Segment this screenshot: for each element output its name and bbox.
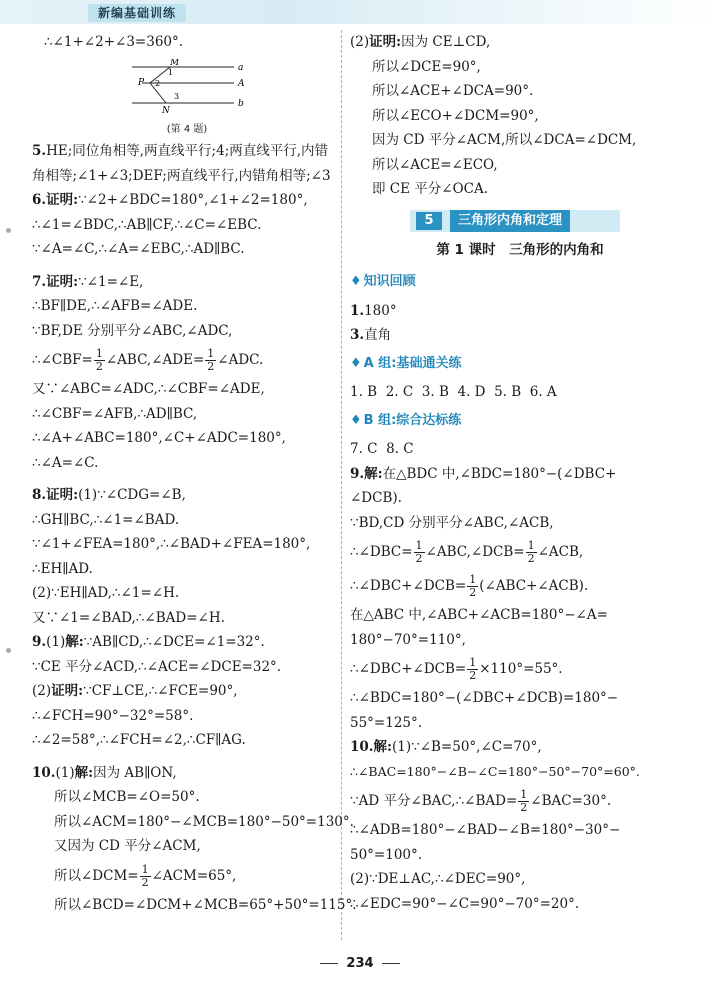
q10-2-line: 即 CE 平分∠OCA. — [372, 181, 489, 197]
q7-line: 又∵∠ABC=∠ADC,∴∠CBF=∠ADE, — [32, 381, 265, 397]
q7-line: 7.证明:∵∠1=∠E, — [32, 273, 144, 290]
q10-line: 所以∠MCB=∠O=50°. — [54, 789, 200, 805]
q10-2-line: 所以∠ACE+∠DCA=90°. — [372, 83, 534, 99]
q9-line: ∴∠FCH=90°−32°=58°. — [32, 707, 194, 724]
q10-line: 10.解:(1)∵∠B=50°,∠C=70°, — [350, 739, 542, 755]
q7-line: ∴∠CBF=∠AFB,∴AD∥BC, — [32, 405, 198, 422]
q9-line: ∴∠2=58°,∴∠FCH=∠2,∴CF∥AG. — [32, 732, 246, 748]
answer-line: 1.180° — [350, 302, 397, 319]
q8-line: ∴GH∥BC,∴∠1=∠BAD. — [32, 511, 180, 528]
q6-line: ∵∠A=∠C,∴∠A=∠EBC,∴AD∥BC. — [32, 241, 245, 257]
q9-line: 180°−70°=110°, — [350, 631, 466, 648]
text-line: ∴∠1+∠2+∠3=360°. — [44, 34, 184, 50]
q9-line: ∠DCB). — [350, 490, 402, 506]
q10-line: 10.(1)解:因为 AB∥ON, — [32, 764, 177, 781]
binding-hole — [6, 228, 11, 233]
fraction-half: $\frac{1}{2}$ — [520, 788, 528, 814]
q9-line: 9.解:在△BDC 中,∠BDC=180°−(∠DBC+ — [350, 465, 617, 482]
q10-2-line: 因为 CD 平分∠ACM,所以∠DCA=∠DCM, — [372, 132, 637, 148]
left-column — [32, 30, 357, 917]
book-title: 新编基础训练 — [88, 4, 186, 22]
label-n: N — [162, 105, 170, 115]
q10-line-fraction: 所以∠DCM= $\frac{1}{2}$ ∠ACM=65°, — [54, 862, 237, 889]
binding-hole — [6, 648, 11, 653]
diamond-icon: ♦ — [350, 274, 362, 289]
label-m: M — [170, 58, 180, 68]
diamond-icon: ♦ — [350, 355, 362, 371]
q9-line-fraction: ∴∠DBC= $\frac{1}{2}$ ∠ABC,∠DCB= $\frac{1}{2}$ ∠ACB, — [350, 539, 584, 565]
right-column — [350, 30, 690, 916]
q8-line: (2)∵EH∥AD,∴∠1=∠H. — [32, 585, 180, 601]
label-b: b — [238, 98, 244, 109]
group-b-heading: ♦ B 组:综合达标练 — [350, 412, 462, 428]
q9-line: ∴∠BDC=180°−(∠DBC+∠DCB)=180°− — [350, 690, 619, 706]
diamond-icon: ♦ — [350, 412, 362, 428]
q10-line: 50°=100°. — [350, 846, 423, 863]
q7-line: ∴∠A+∠ABC=180°,∠C+∠ADC=180°, — [32, 430, 286, 446]
fraction-half: $\frac{1}{2}$ — [95, 347, 103, 373]
q9-line: ∵CE 平分∠ACD,∴∠ACE=∠DCE=32°. — [32, 658, 282, 675]
q10-line: 所以∠ACM=180°−∠MCB=180°−50°=130°. — [54, 813, 354, 830]
q9-line: (2)证明:∵CF⊥CE,∴∠FCE=90°, — [32, 683, 238, 699]
lesson-title: 第 1 课时 三角形的内角和 — [436, 241, 604, 258]
q9-line: ∵BD,CD 分别平分∠ABC,∠ACB, — [350, 514, 554, 531]
q10-line: ∴∠ADB=180°−∠BAD−∠B=180°−30°− — [350, 822, 621, 838]
q10-2-line: (2)证明:因为 CE⊥CD, — [350, 34, 491, 50]
q10-2-line: 所以∠ACE=∠ECO, — [372, 156, 498, 173]
label-p: P — [138, 77, 145, 88]
column-divider — [341, 30, 342, 940]
fraction-half: $\frac{1}{2}$ — [469, 573, 477, 599]
page-header — [0, 0, 720, 24]
label-a: a — [238, 62, 244, 73]
fraction-half: $\frac{1}{2}$ — [527, 539, 535, 565]
q7-line: ∵BF,DE 分别平分∠ABC,∠ADC, — [32, 322, 233, 339]
q8-line: ∴EH∥AD. — [32, 560, 93, 577]
group-a-answers: 1. B 2. C 3. B 4. D 5. B 6. A — [350, 384, 557, 400]
fraction-half: $\frac{1}{2}$ — [469, 656, 477, 682]
q9-line: 55°=125°. — [350, 714, 423, 731]
q9-line-fraction: ∴∠DBC+∠DCB= $\frac{1}{2}$ ×110°=55°. — [350, 656, 563, 682]
q7-line: ∴BF∥DE,∴∠AFB=∠ADE. — [32, 298, 198, 314]
parallel-lines-diagram — [122, 59, 262, 115]
q6-line: ∴∠1=∠BDC,∴AB∥CF,∴∠C=∠EBC. — [32, 216, 262, 233]
q10-line: (2)∵DE⊥AC,∴∠DEC=90°, — [350, 871, 526, 887]
q8-line: 又∵∠1=∠BAD,∴∠BAD=∠H. — [32, 609, 225, 626]
fraction-half: $\frac{1}{2}$ — [141, 862, 149, 889]
group-a-heading: ♦ A 组:基础通关练 — [350, 355, 462, 371]
q7-line-fraction: ∴∠CBF= $\frac{1}{2}$ ∠ABC,∠ADE= $\frac{1}{2}$ ∠ADC. — [32, 347, 264, 373]
q8-line: ∵∠1+∠FEA=180°,∴∠BAD+∠FEA=180°, — [32, 536, 311, 552]
page-number: 234 — [0, 956, 720, 971]
figure-parallel-lines — [122, 59, 262, 138]
q8-line: 8.证明:(1)∵∠CDG=∠B, — [32, 487, 186, 503]
q5-line: 角相等;∠1+∠3;DEF;两直线平行,内错角相等;∠3 — [32, 167, 331, 184]
q10-2-line: 所以∠ECO+∠DCM=90°, — [372, 107, 539, 124]
label-3: 3 — [174, 91, 180, 101]
section-number: 5 — [416, 212, 442, 230]
fraction-half: $\frac{1}{2}$ — [207, 347, 215, 373]
q10-2-line: 所以∠DCE=90°, — [372, 58, 481, 75]
q10-line-fraction: ∵AD 平分∠BAC,∴∠BAD= $\frac{1}{2}$ ∠BAC=30°. — [350, 788, 612, 814]
q10-line: 所以∠BCD=∠DCM+∠MCB=65°+50°=115°. — [54, 896, 357, 913]
answer-line: 3.直角 — [350, 327, 392, 343]
fraction-half: $\frac{1}{2}$ — [415, 539, 423, 565]
figure-caption: (第 4 题) — [166, 124, 208, 135]
q10-line: ∴∠BAC=180°−∠B−∠C=180°−50°−70°=60°. — [350, 763, 640, 779]
review-heading: ♦ 知识回顾 — [350, 274, 416, 289]
section-title: 三角形内角和定理 — [450, 210, 570, 232]
q10-line: 又因为 CD 平分∠ACM, — [54, 838, 201, 854]
q10-line: ∴∠EDC=90°−∠C=90°−70°=20°. — [350, 895, 580, 912]
q5-line: 5.HE;同位角相等,两直线平行;4;两直线平行,内错 — [32, 143, 329, 159]
q6-line: 6.证明:∵∠2+∠BDC=180°,∠1+∠2=180°, — [32, 192, 308, 208]
label-a2: A — [238, 78, 245, 89]
label-1: 1 — [168, 67, 174, 77]
q9-line: 在△ABC 中,∠ABC+∠ACB=180°−∠A= — [350, 607, 608, 623]
label-2: 2 — [155, 78, 161, 88]
section-banner — [410, 210, 620, 232]
q7-line: ∴∠A=∠C. — [32, 454, 99, 471]
q9-line: 9.(1)解:∵AB∥CD,∴∠DCE=∠1=32°. — [32, 634, 265, 650]
group-b-answers: 7. C 8. C — [350, 441, 414, 457]
q9-line-fraction: ∴∠DBC+∠DCB= $\frac{1}{2}$ (∠ABC+∠ACB). — [350, 573, 589, 599]
